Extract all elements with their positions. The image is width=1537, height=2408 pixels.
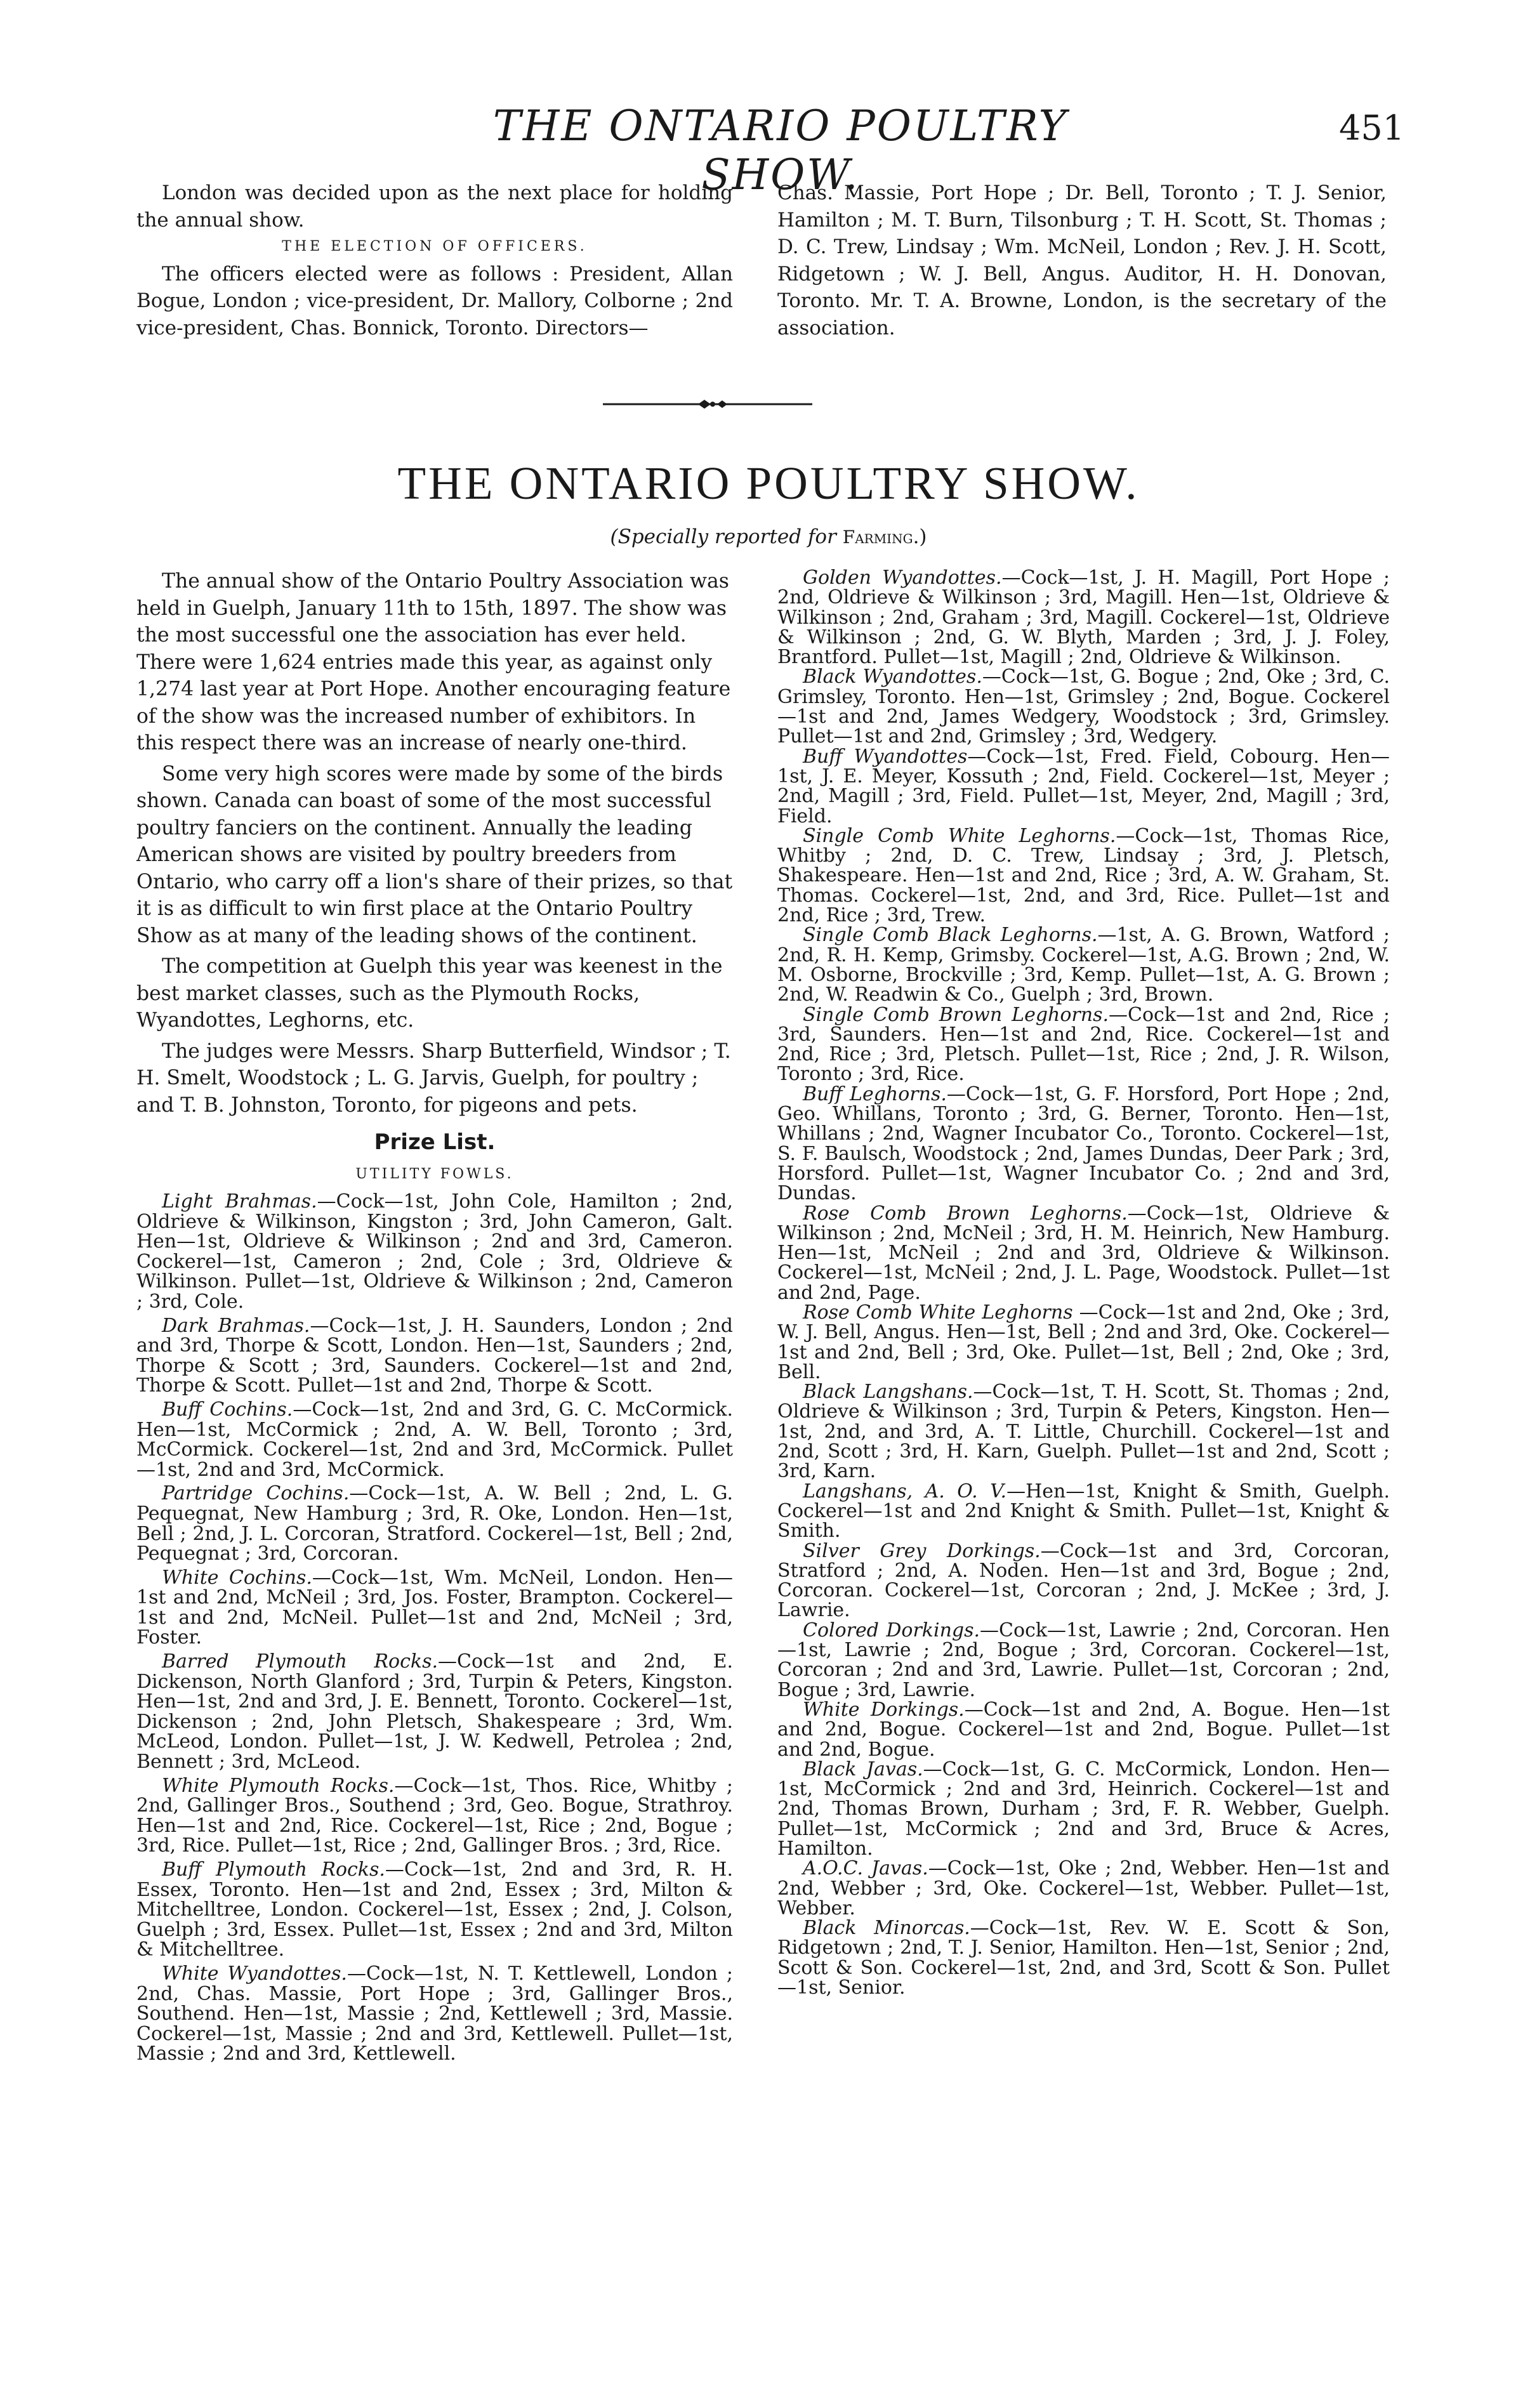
utility-fowls-heading: UTILITY FOWLS. xyxy=(355,1166,514,1182)
prize-results: —Cock—1st, J. H. Magill, Port Hope ; 2nd, Oldrieve & Wilkinson ; 3rd, Magill. Hen—1st, Oldrieve & Wilkinson ; 2nd, Graham ; 3rd, Magill. Cockerel—1st, Oldrieve & Wilkinson ; 2nd, G. W. Blyth, Marden ; 3rd, J. J. Foley, Brantford. Pullet—1st, Magill ; 2nd, Oldrieve & Wilkinson. xyxy=(777,567,1390,669)
running-title: THE ONTARIO POULTRY SHOW. xyxy=(492,102,1069,199)
prize-results: —Hen—1st, Knight & Smith, Guelph. Cockerel—1st and 2nd Knight & Smith. Pullet—1st, Knight & Smith. xyxy=(777,1480,1390,1543)
prize-entry xyxy=(136,1860,733,1960)
prize-results: —Cock—1st, N. T. Kettlewell, London ; 2nd, Chas. Massie, Port Hope ; 3rd, Gallinger Bros., Southend. Hen—1st, Massie ; 2nd, Kettlewell ; 3rd, Massie. Cockerel—1st, Massie ; 2nd and 3rd, Kettlewell. Pullet—1st, Massie ; 2nd and 3rd, Kettlewell. xyxy=(136,1962,733,2065)
section-divider-ornament xyxy=(603,395,812,414)
prize-entry xyxy=(136,1652,733,1772)
breed-name: Buff Plymouth Rocks. xyxy=(162,1859,385,1881)
prize-results: —Cock—1st and 2nd, E. Dickenson, North Glanford ; 3rd, Turpin & Peters, Kingston. Hen—1st, 2nd and 3rd, J. E. Bennett, Toronto. Cockerel—1st, Dickenson ; 2nd, John Pletsch, Shakespeare ; 3rd, Wm. McLeod, London. Pullet—1st, J. W. Kedwell, Petrolea ; 2nd, Bennett ; 3rd, McLeod. xyxy=(136,1650,734,1773)
prize-entry xyxy=(136,1192,733,1312)
top-right-paragraph: Chas. Massie, Port Hope ; Dr. Bell, Toronto ; T. J. Senior, Hamilton ; M. T. Burn, Tilsonburg ; T. H. Scott, St. Thomas ; D. C. Trew, Lindsay ; Wm. McNeil, London ; Rev. J. H. Scott, Ridgetown ; W. J. Bell, Angus. Auditor, H. H. Donovan, Toronto. Mr. T. A. Browne, London, is the secretary of the association. xyxy=(777,181,1387,339)
prize-results: —Cock—1st, Wm. McNeil, London. Hen—1st and 2nd, McNeil ; 3rd, Jos. Foster, Brampton. Cockerel—1st and 2nd, McNeil. Pullet—1st and 2nd, McNeil ; 3rd, Foster. xyxy=(136,1566,733,1649)
prize-entry xyxy=(136,1484,733,1563)
breed-name: Rose Comb White Leghorns xyxy=(803,1301,1073,1324)
prize-entry xyxy=(777,667,1390,746)
prize-entry xyxy=(777,1621,1390,1700)
prize-results: —Cock—1st, 2nd and 3rd, G. C. McCormick. Hen—1st, McCormick ; 2nd, A. W. Bell, Toronto ; 3rd, McCormick. Cockerel—1st, 2nd and 3rd, McCormick. Pullet—1st, 2nd and 3rd, McCormick. xyxy=(136,1398,734,1481)
prize-entry xyxy=(136,1776,733,1856)
breed-name: Black Langshans. xyxy=(803,1381,973,1404)
prize-list-heading: Prize List. xyxy=(374,1129,496,1155)
breed-name: Partridge Cochins. xyxy=(162,1482,350,1505)
prize-results: —Cock—1st, 2nd and 3rd, R. H. Essex, Toronto. Hen—1st and 2nd, Essex ; 3rd, Milton & Mitchelltree, London. Cockerel—1st, Essex ; 2nd, J. Colson, Guelph ; 3rd, Essex. Pullet—1st, Essex ; 2nd and 3rd, Milton & Mitchelltree. xyxy=(136,1859,733,1961)
byline-suffix: .) xyxy=(913,525,927,548)
breed-name: Black Wyandottes. xyxy=(803,666,982,688)
page-number: 451 xyxy=(1339,108,1405,148)
prize-entry xyxy=(777,1700,1390,1760)
prize-entry xyxy=(136,1316,733,1396)
prize-results: —Cock—1st, Oldrieve & Wilkinson ; 2nd, McNeil ; 3rd, H. M. Heinrich, New Hamburg. Hen—1st, McNeil ; 2nd and 3rd, Oldrieve & Wilkinson. Cockerel—1st, McNeil ; 2nd, J. L. Page, Woodstock. Pullet—1st and 2nd, Page. xyxy=(777,1202,1390,1304)
prize-entry xyxy=(777,1005,1390,1084)
prize-entry xyxy=(777,1303,1390,1382)
breed-name: Rose Comb Brown Leghorns. xyxy=(803,1202,1128,1225)
breed-name: White Cochins. xyxy=(162,1566,312,1589)
byline-source: Farming xyxy=(842,527,913,548)
article-paragraph: The judges were Messrs. Sharp Butterfield, Windsor ; T. H. Smelt, Woodstock ; L. G. Jarvis, Guelph, for poultry ; and T. B. Johnston, Toronto, for pigeons and pets. xyxy=(136,1039,731,1117)
breed-name: Light Brahmas. xyxy=(162,1190,317,1213)
prize-results: —Cock—1st, J. H. Saunders, London ; 2nd and 3rd, Thorpe & Scott, London. Hen—1st, Saunders ; 2nd, Thorpe & Scott ; 3rd, Saunders. Cockerel—1st and 2nd, Thorpe & Scott. Pullet—1st and 2nd, Thorpe & Scott. xyxy=(136,1314,734,1397)
prize-results: —Cock—1st, T. H. Scott, St. Thomas ; 2nd, Oldrieve & Wilkinson ; 3rd, Turpin & Peters, Kingston. Hen—1st, 2nd, and 3rd, A. T. Little, Churchill. Cockerel—1st and 2nd, Scott ; 3rd, H. Karn, Guelph. Pullet—1st and 2nd, Scott ; 3rd, Karn. xyxy=(777,1381,1390,1483)
breed-name: A.O.C. Javas. xyxy=(803,1857,928,1880)
prize-results: —Cock—1st, Rev. W. E. Scott & Son, Ridgetown ; 2nd, T. J. Senior, Hamilton. Hen—1st, Senior ; 2nd, Scott & Son. Cockerel—1st, 2nd, and 3rd, Scott & Son. Pullet—1st, Senior. xyxy=(777,1917,1390,1999)
breed-name: Single Comb Black Leghorns. xyxy=(803,924,1098,947)
prize-results: —Cock—1st and 2nd, Oke ; 3rd, W. J. Bell, Angus. Hen—1st, Bell ; 2nd and 3rd, Oke. Cockerel—1st and 2nd, Bell ; 3rd, Oke. Pullet—1st, Bell ; 2nd, Oke ; 3rd, Bell. xyxy=(777,1301,1390,1383)
prize-results: —Cock—1st, Thos. Rice, Whitby ; 2nd, Gallinger Bros., Southend ; 3rd, Geo. Bogue, Strathroy. Hen—1st and 2nd, Rice. Cockerel—1st, Rice ; 2nd, Bogue ; 3rd, Rice. Pullet—1st, Rice ; 2nd, Gallinger Bros. ; 3rd, Rice. xyxy=(136,1774,733,1857)
breed-name: Colored Dorkings. xyxy=(803,1619,980,1642)
election-heading: THE ELECTION OF OFFICERS. xyxy=(282,239,588,254)
prize-results: —Cock—1st, G. C. McCormick, London. Hen—1st, McCormick ; 2nd and 3rd, Heinrich. Cockerel—1st and 2nd, Thomas Brown, Durham ; 3rd, F. R. Webber, Guelph. Pullet—1st, McCormick ; 2nd and 3rd, Bruce & Acres, Hamilton. xyxy=(777,1758,1390,1860)
prize-entry xyxy=(777,925,1390,1004)
breed-name: Barred Plymouth Rocks. xyxy=(162,1650,439,1673)
top-left-paragraph: The officers elected were as follows : President, Allan Bogue, London ; vice-president, Dr. Mallory, Colborne ; 2nd vice-president, Chas. Bonnick, Toronto. Directors— xyxy=(136,262,733,339)
article-paragraph: The annual show of the Ontario Poultry Association was held in Guelph, January 11th to 15th, 1897. The show was the most successful one the association has ever held. There were 1,624 entries made this year, as against only 1,274 last year at Port Hope. Another encouraging feature of the show was the increased number of exhibitors. In this respect there was an increase of nearly one-third. xyxy=(136,570,731,754)
prize-entry xyxy=(777,1541,1390,1621)
top-right-column xyxy=(777,180,1387,341)
breed-name: Single Comb Brown Leghorns. xyxy=(803,1003,1109,1026)
breed-name: Silver Grey Dorkings. xyxy=(803,1539,1041,1562)
prize-entry xyxy=(136,1568,733,1648)
breed-name: Single Comb White Leghorns. xyxy=(803,824,1116,847)
prize-entry xyxy=(136,1400,733,1480)
article-left-column xyxy=(136,568,733,2068)
article-paragraph: Some very high scores were made by some of the birds shown. Canada can boast of some of the most successful poultry fanciers on the continent. Annually the leading American shows are visited by poultry breeders from Ontario, who carry off a lion's share of their prizes, so that it is as difficult to win first place at the Ontario Poultry Show as at many of the leading shows of the continent. xyxy=(136,762,733,947)
article-title: THE ONTARIO POULTRY SHOW. xyxy=(397,457,1140,509)
prize-results: —Cock—1st, Fred. Field, Cobourg. Hen—1st, J. E. Meyer, Kossuth ; 2nd, Field. Cockerel—1st, Meyer ; 2nd, Magill ; 3rd, Field. Pullet—1st, Meyer, 2nd, Magill ; 3rd, Field. xyxy=(777,745,1390,827)
prize-results: —Cock—1st, Thomas Rice, Whitby ; 2nd, D. C. Trew, Lindsay ; 3rd, J. Pletsch, Shakespeare. Hen—1st and 2nd, Rice ; 3rd, A. W. Graham, St. Thomas. Cockerel—1st, 2nd, and 3rd, Rice. Pullet—1st and 2nd, Rice ; 3rd, Trew. xyxy=(777,824,1390,927)
prize-results: —Cock—1st, Lawrie ; 2nd, Corcoran. Hen—1st, Lawrie ; 2nd, Bogue ; 3rd, Corcoran. Cockerel—1st, Corcoran ; 2nd and 3rd, Lawrie. Pullet—1st, Corcoran ; 2nd, Bogue ; 3rd, Lawrie. xyxy=(777,1619,1390,1701)
breed-name: Langshans, A. O. V. xyxy=(803,1480,1007,1503)
prize-results: —Cock—1st and 2nd, A. Bogue. Hen—1st and 2nd, Bogue. Cockerel—1st and 2nd, Bogue. Pullet—1st and 2nd, Bogue. xyxy=(777,1698,1390,1761)
prize-entry xyxy=(777,1382,1390,1481)
breed-name: Buff Cochins. xyxy=(162,1398,293,1421)
prize-entry xyxy=(777,1084,1390,1204)
prize-entry xyxy=(777,1859,1390,1918)
prize-entry xyxy=(777,1760,1390,1859)
prize-entry xyxy=(777,1918,1390,1997)
breed-name: Golden Wyandottes. xyxy=(803,567,1002,589)
article-paragraph: The competition at Guelph this year was keenest in the best market classes, such as the Plymouth Rocks, Wyandottes, Leghorns, etc. xyxy=(136,955,723,1032)
article-byline xyxy=(0,525,1537,548)
prize-entry xyxy=(777,1482,1390,1541)
prize-entries-left xyxy=(136,1192,733,2064)
prize-entry xyxy=(777,568,1390,667)
prize-results: —Cock—1st and 2nd, Rice ; 3rd, Saunders. Hen—1st and 2nd, Rice. Cockerel—1st and 2nd, Rice ; 3rd, Pletsch. Pullet—1st, Rice ; 2nd, J. R. Wilson, Toronto ; 3rd, Rice. xyxy=(777,1003,1390,1086)
breed-name: Dark Brahmas. xyxy=(162,1314,310,1337)
prize-results: —1st, A. G. Brown, Watford ; 2nd, R. H. Kemp, Grimsby. Cockerel—1st, A.G. Brown ; 2nd, W. M. Osborne, Brockville ; 3rd, Kemp. Pullet—1st, A. G. Brown ; 2nd, W. Readwin & Co., Guelph ; 3rd, Brown. xyxy=(777,924,1390,1006)
breed-name: Buff Wyandottes xyxy=(803,745,968,768)
prize-results: —Cock—1st, John Cole, Hamilton ; 2nd, Oldrieve & Wilkinson, Kingston ; 3rd, John Cameron, Galt. Hen—1st, Oldrieve & Wilkinson ; 2nd and 3rd, Cameron. Cockerel—1st, Cameron ; 2nd, Cole ; 3rd, Oldrieve & Wilkinson. Pullet—1st, Oldrieve & Wilkinson ; 2nd, Cameron ; 3rd, Cole. xyxy=(136,1190,733,1313)
prize-results: —Cock—1st, A. W. Bell ; 2nd, L. G. Pequegnat, New Hamburg ; 3rd, R. Oke, London. Hen—1st, Bell ; 2nd, J. L. Corcoran, Stratford. Cockerel—1st, Bell ; 2nd, Pequegnat ; 3rd, Corcoran. xyxy=(136,1482,733,1565)
prize-results: —Cock—1st, Oke ; 2nd, Webber. Hen—1st and 2nd, Webber ; 3rd, Oke. Cockerel—1st, Webber. Pullet—1st, Webber. xyxy=(777,1857,1390,1919)
prize-entry xyxy=(777,747,1390,826)
prize-results: —Cock—1st, G. F. Horsford, Port Hope ; 2nd, Geo. Whillans, Toronto ; 3rd, G. Berner, Toronto. Hen—1st, Whillans ; 2nd, Wagner Incubator Co., Toronto. Cockerel—1st, S. F. Baulsch, Woodstock ; 2nd, James Dundas, Deer Park ; 3rd, Horsford. Pullet—1st, Wagner Incubator Co. ; 2nd and 3rd, Dundas. xyxy=(777,1082,1390,1205)
top-left-paragraph: London was decided upon as the next place for holding the annual show. xyxy=(136,181,733,232)
prize-results: —Cock—1st, G. Bogue ; 2nd, Oke ; 3rd, C. Grimsley, Toronto. Hen—1st, Grimsley ; 2nd, Bogue. Cockerel—1st and 2nd, James Wedgery, Woodstock ; 3rd, Grimsley. Pullet—1st and 2nd, Grimsley ; 3rd, Wedgery. xyxy=(777,666,1390,748)
prize-results: —Cock—1st and 3rd, Corcoran, Stratford ; 2nd, A. Noden. Hen—1st and 3rd, Bogue ; 2nd, Corcoran. Cockerel—1st, Corcoran ; 2nd, J. McKee ; 3rd, J. Lawrie. xyxy=(777,1539,1390,1622)
breed-name: White Wyandottes. xyxy=(162,1962,347,1985)
byline-prefix: (Specially reported for xyxy=(610,525,843,548)
breed-name: Black Javas. xyxy=(803,1758,923,1780)
breed-name: White Plymouth Rocks. xyxy=(162,1774,395,1797)
prize-entry xyxy=(777,826,1390,925)
prize-entries-right xyxy=(777,568,1390,1997)
breed-name: Buff Leghorns. xyxy=(803,1082,947,1105)
breed-name: White Dorkings. xyxy=(803,1698,965,1721)
prize-entry xyxy=(777,1204,1390,1303)
top-left-column xyxy=(136,180,733,341)
prize-entry xyxy=(136,1964,733,2064)
breed-name: Black Minorcas. xyxy=(803,1917,970,1940)
